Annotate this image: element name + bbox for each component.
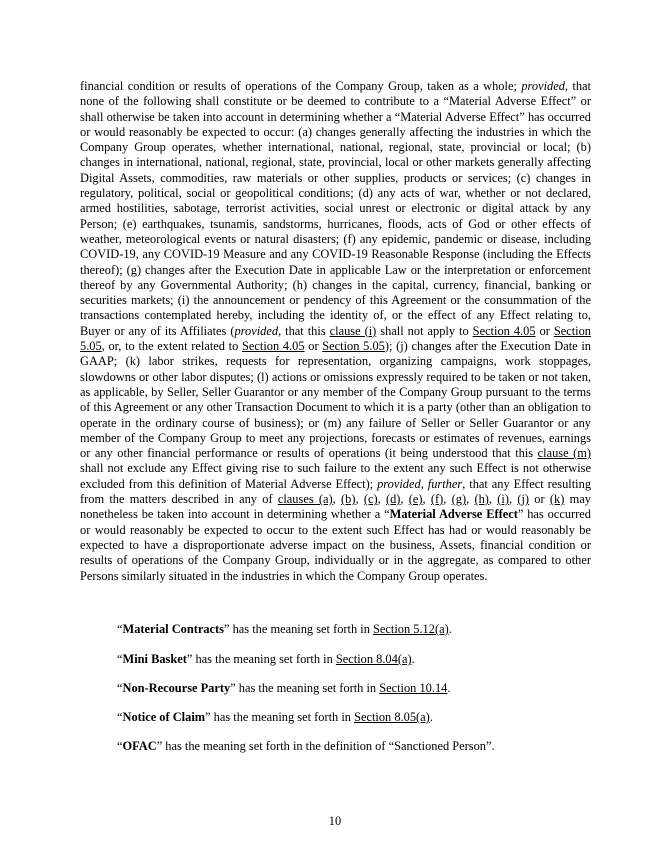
section-reference: Section 5.12(a) <box>373 622 449 636</box>
text-run: , <box>400 492 409 507</box>
section-reference: Section 8.05(a) <box>354 710 430 724</box>
text-run: ” has occurred or would reasonably be expected to occur to the extent such Effect has had or would reasonably be expected to have a disproportionate adverse impact on the business, Assets, financial condition or results of operations of the Company Group, individually or in the aggregate, as compared to other Persons similarly situated in the industries in which the Company Group operates. <box>80 507 591 583</box>
definition-material-contracts <box>117 622 452 637</box>
clause-reference: (h) <box>474 492 489 507</box>
text-run: , <box>466 492 475 507</box>
section-reference: Section 4.05 <box>472 323 536 338</box>
section-reference: Section 5.05 <box>322 339 385 354</box>
text-run: , <box>332 492 342 507</box>
defined-term: Material Contracts <box>122 622 224 636</box>
text-run: , <box>508 492 518 507</box>
clause-reference: (b) <box>341 492 356 507</box>
text-run: ); (j) changes after the Execution Date in GAAP; (k) labor strikes, requests for representation, organizing campaigns, work stoppages, slowdowns or other labor disputes; (l) actions or omissions expressly required to be taken or not taken, as applicable, by Seller, Seller Guarantor or any member of the Company Group pursuant to the terms of this Agreement or any other Transaction Document to which it is a party (other than an obligation to operate in the ordinary course of business); or (m) any failure of Seller or Seller Guarantor or any member of the Company Group to meet any projections, forecasts or estimates of revenues, earnings or any other financial performance or results of operations (it being understood that this <box>80 339 591 461</box>
defined-term: Material Adverse Effect <box>389 507 518 522</box>
text-run: or <box>529 492 550 507</box>
clause-reference: clauses (a) <box>277 492 333 507</box>
text-run: or <box>535 323 554 338</box>
section-reference: Section 10.14 <box>379 681 448 695</box>
clause-reference: (g) <box>451 492 467 507</box>
clause-reference: (j) <box>517 492 530 507</box>
quote-open: “ <box>117 739 123 753</box>
text-run: , <box>422 492 431 507</box>
section-reference: Section 4.05 <box>242 339 305 354</box>
emphasis-provided: provided <box>521 79 565 93</box>
defined-term: Notice of Claim <box>122 710 206 724</box>
text-run: shall not exclude any Effect giving rise to such failure to the extent any such Effect is not otherwise excluded from this definition of Material Adverse Effect); <box>80 461 591 491</box>
definition-ofac <box>117 739 495 754</box>
text-run: , <box>488 492 498 507</box>
clause-reference: (f) <box>430 492 444 507</box>
definition-text: ” has the meaning set forth in <box>224 622 373 636</box>
definition-text: ” has the meaning set forth in the definition of “Sanctioned Person”. <box>156 739 495 753</box>
text-run: , <box>377 492 386 507</box>
defined-term: Mini Basket <box>122 652 187 666</box>
page-number: 10 <box>328 814 342 828</box>
text-run: shall not apply to <box>376 323 473 338</box>
definition-text: ” has the meaning set forth in <box>230 681 380 695</box>
section-reference: Section 5.05 <box>80 323 591 354</box>
quote-open: “ <box>117 710 123 724</box>
text-run: may nonetheless be taken into account in determining whether a “ <box>80 492 591 522</box>
text-run: , that none of the following shall constitute or be deemed to contribute to a “Material Adverse Effect” or shall otherwise be taken into account in determining whether a “Material Adverse Effect” has occurred or would reasonably be expected to occur: (a) changes generally affecting the industries in which the Company Group operates, whether international, national, regional, state, provincial or local; (b) changes in international, national, regional, state, provincial, local or other markets generally affecting Digital Assets, commodities, raw materials or other supplies, products or services; (c) changes in regulatory, political, social or geopolitical conditions; (d) any acts of war, whether or not declared, armed hostilities, sabotage, terrorist activities, social unrest or electronic or digital attack by any Person; (e) earthquakes, tsunamis, sandstorms, hurricanes, floods, acts of God or other effects of weather, meteorological events or natural disasters; (f) any epidemic, pandemic or disease, including COVID-19, any COVID-19 Measure and any COVID-19 Reasonable Response (including the Effects thereof); (g) changes after the Execution Date in applicable Law or the interpretation or enforcement thereof by any Governmental Authority; (h) changes in the capital, currency, financial, banking or securities markets; (i) the announcement or pendency of this Agreement or the consummation of the transactions contemplated hereby, including the identity of, or the effect of any Effect relating to, Buyer or any of its Affiliates ( <box>80 79 591 338</box>
text-run: , or, to the extent related to <box>101 339 242 354</box>
emphasis-provided-further: provided, further <box>377 476 463 491</box>
clause-reference: clause (i) <box>329 323 377 338</box>
definition-non-recourse-party <box>117 681 450 696</box>
clause-reference: (i) <box>497 492 509 507</box>
defined-term: Non-Recourse Party <box>122 681 231 695</box>
text-run: , <box>443 492 452 507</box>
clause-reference: (d) <box>385 492 401 507</box>
emphasis-provided: provided <box>234 323 279 338</box>
definition-notice-of-claim <box>117 710 433 725</box>
text-run: , that this <box>278 323 330 338</box>
text-run: , that any Effect resulting from the matters described in any of <box>80 476 592 507</box>
definition-end: . <box>447 681 451 695</box>
clause-reference: clause (m) <box>537 446 591 461</box>
clause-reference: (c) <box>363 492 378 507</box>
quote-open: “ <box>117 622 123 636</box>
text-run: or <box>304 339 323 354</box>
definition-text: ” has the meaning set forth in <box>205 710 355 724</box>
section-reference: Section 8.04(a) <box>335 652 412 666</box>
defined-term: OFAC <box>122 739 157 753</box>
definition-end: . <box>411 652 415 666</box>
definition-end: . <box>429 710 433 724</box>
text-run: , <box>355 492 364 507</box>
definition-text: ” has the meaning set forth in <box>186 652 336 666</box>
clause-reference: (k) <box>549 492 565 507</box>
clause-reference: (e) <box>408 492 423 507</box>
material-adverse-effect-paragraph <box>80 79 591 584</box>
quote-open: “ <box>117 681 123 695</box>
quote-open: “ <box>117 652 123 666</box>
definition-end: . <box>448 622 452 636</box>
text-run: financial condition or results of operations of the Company Group, taken as a whole; <box>80 79 522 93</box>
definition-mini-basket <box>117 652 415 667</box>
